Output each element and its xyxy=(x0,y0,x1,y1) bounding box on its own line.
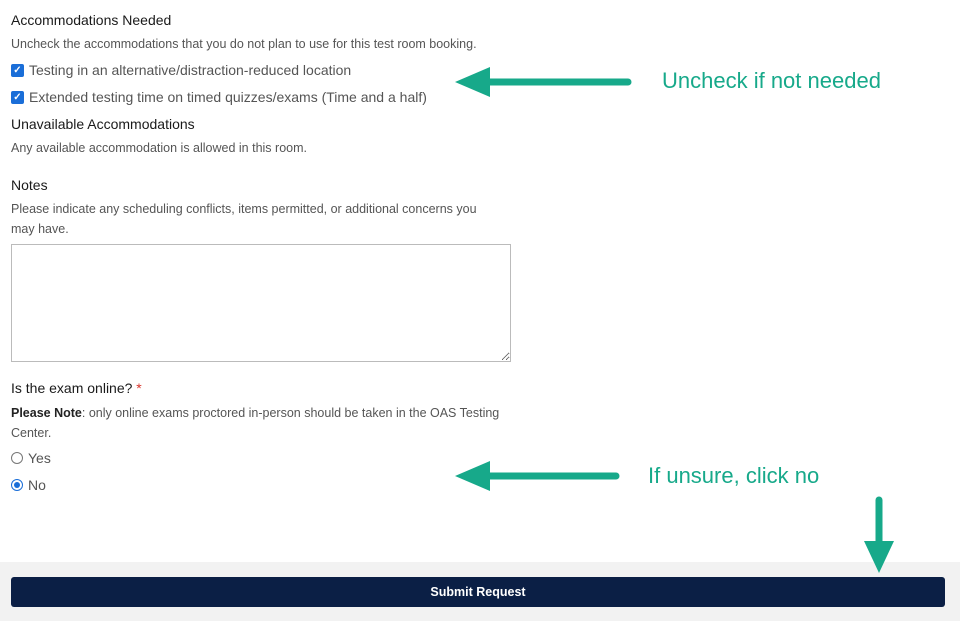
annotation-uncheck: Uncheck if not needed xyxy=(662,68,881,93)
annotation-unsure: If unsure, click no xyxy=(648,463,820,488)
accommodations-instruction: Uncheck the accommodations that you do not plan to use for this test room booking. xyxy=(11,37,477,51)
online-note-cont: Center. xyxy=(11,426,52,440)
radio-label: No xyxy=(28,477,46,493)
arrow-head-icon xyxy=(455,67,490,97)
checkbox-checked-icon[interactable]: ✓ xyxy=(11,64,24,77)
checkbox-label: Extended testing time on timed quizzes/exams (Time and a half) xyxy=(29,89,427,105)
arrow-head-icon xyxy=(455,461,490,491)
note-text: : only online exams proctored in-person should be taken in the OAS Testing xyxy=(81,406,500,420)
submit-request-button[interactable]: Submit Request xyxy=(11,577,945,607)
notes-instruction-cont: may have. xyxy=(11,222,69,236)
note-bold: Please Note xyxy=(11,406,82,420)
arrow-head-icon xyxy=(864,541,894,573)
notes-instruction: Please indicate any scheduling conflicts, items permitted, or additional concerns you xyxy=(11,202,477,216)
checkbox-label: Testing in an alternative/distraction-reduced location xyxy=(29,62,352,78)
unavailable-title: Unavailable Accommodations xyxy=(11,116,195,132)
unavailable-text: Any available accommodation is allowed in this room. xyxy=(11,141,307,155)
checkbox-checked-icon[interactable]: ✓ xyxy=(11,91,24,104)
notes-title: Notes xyxy=(11,177,48,193)
question-text: Is the exam online? xyxy=(11,380,133,396)
accommodations-title: Accommodations Needed xyxy=(11,12,172,28)
required-mark: * xyxy=(136,380,142,396)
radio-label: Yes xyxy=(28,450,51,466)
